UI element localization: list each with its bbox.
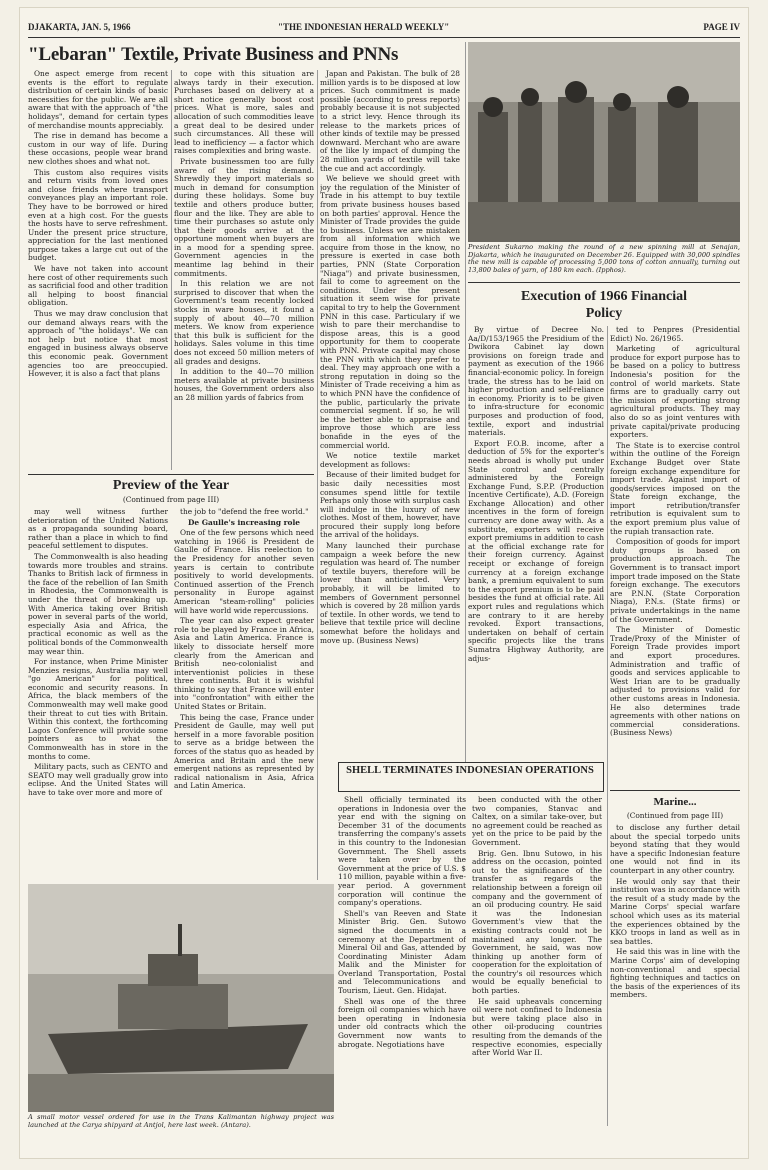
masthead-title: "THE INDONESIAN HERALD WEEKLY" xyxy=(278,22,450,32)
column-separator xyxy=(317,70,318,880)
shell-column-1 xyxy=(338,796,466,1126)
paragraph: For instance, when Prime Minister Menzies resigns, Australia may well "go American" for political, economic and security reasons. In Africa, the black members of the Commonwealth may well make good their threat to cut ties with Britain. Within this context, the forthcoming Lagos Conference will provide some pointers as to what the Commonwealth has in store in the months to come. xyxy=(28,657,168,761)
paragraph: By virtue of Decree No. Aa/D/153/1965 the Presidium of the Dwikora Cabinet lay down provisions on foreign trade and payment as execution of the 1966 financial-economic policy. In foreign trade, the stress has to be laid on higher production and self-reliance in economy. Priority is to be given to infra-structure for economic purposes and production of food, textile, export and industrial materials. xyxy=(468,326,604,438)
paragraph: Because of their limited budget for basic daily necessities most consumes spend little for textile Perhaps only those with surplus cash will indulge in the luxury of new clothes. Most of them, however, have procured their supply long before the arrival of the holidays. xyxy=(320,470,460,540)
financial-headline-line-2: Policy xyxy=(585,306,623,321)
masthead-date: DJAKARTA, JAN. 5, 1966 xyxy=(28,22,131,32)
paragraph: This being the case, France under President de Gaulle, may well put herself in a more favorable position to serve as a bridge between the forces of the status quo as headed by America and Britain and the new emergent nations as represented by radical nationalism in Asia, Africa and Latin America. xyxy=(174,712,314,791)
masthead-page: PAGE IV xyxy=(703,22,740,32)
paragraph: He would only say that their institution was in accordance with the result of a study made by the Marine Corps' special warfare school which uses as its material the experiences obtained by the KKO troops in land as well as in sea battles. xyxy=(610,876,740,946)
ship-caption: A small motor vessel ordered for use in the Trans Kalimantan highway project was launched at the Carya shipyard at Antjol, here last week. (Antara). xyxy=(28,1113,334,1129)
paragraph: The State is to exercise control within the outline of the Foreign Exchange Budget over State foreign exchange expenditure for import trade. Against import of goods/services imposed on the State foreign exchange, the import retribution/transfer retribution is equivalent sum to the export premium plus value of the rupiah transaction rate. xyxy=(610,440,740,536)
paragraph: Shell's van Reeven and State Minister Brig. Gen. Sutowo signed the documents in a ceremony at the Department of Mineral Oil and Gas, attended by Coordinating Minister Adam Malik and the Minister for Overland Transportation, Postal and Telecommunications and Tourism, Lieut. Gen. Hidajat. xyxy=(338,908,466,996)
divider xyxy=(610,790,740,791)
sukarno-photo xyxy=(468,42,740,242)
paragraph: One aspect emerge from recent events is the effort to regulate distribution of certain kinds of basic necessities for the public. We are all aware that with the approach of "the holidays", demand for certain types of merchandise mounts appreciably. xyxy=(28,70,168,130)
paragraph: Military pacts, such as CENTO and SEATO may well gradually grow into eclipse. And the United States will have to take over more and more of xyxy=(28,762,168,797)
paragraph: In addition to the 40—70 million meters available at private business houses, the Government orders also an 28 million yards of fabrics from xyxy=(174,367,314,402)
paragraph: The Minister of Domestic Trade/Proxy of the Minister of Foreign Trade provides import and export procedures. Administration and traffic of goods and services applicable to West Irian are to be gradually adjusted to provisions valid for other customs areas in Indonesia. He also determines trade agreements with other nations on commercial considerations. (Business News) xyxy=(610,625,740,738)
paragraph: the job to "defend the free world." xyxy=(180,508,309,516)
paragraph: Private businessmen too are fully aware of the rising demand. Shrewdly they import materials so much in demand for consumption during these holidays. Some buy textile and others produce butter, flour and the like. They are able to time their purchases so astute only that their goods arrive at the opportune moment when buyers are in a mood for a spending spree. Government agencies in the meantime lag behind in their commitments. xyxy=(174,156,314,278)
paragraph: to cope with this situation are always tardy in their execution. Purchases based on delivery at a short notice generally boost cost prices. What is more, sales and allocation of such commodities leave a great deal to be desired under such circumstances. All these will lead to inefficiency — a factor which raises complexities and bring waste. xyxy=(174,70,314,156)
preview-column-1 xyxy=(28,508,168,880)
financial-column-1 xyxy=(468,326,604,716)
masthead-rule xyxy=(28,37,740,38)
paragraph: Many launched their purchase campaign a week before the new regulation was heard of. The number of textile buyers, therefore will be lower than anticipated. Very probably, it will be limited to members of Government personnel which is covered by 28 million yards of textile. In other words, we tend to believe that textile price will decline somewhat before the holidays and move up. (Business News) xyxy=(320,541,460,645)
shell-headline: SHELL TERMINATES INDONESIAN OPERATIONS xyxy=(346,765,594,776)
paragraph: Thus we may draw conclusion that our demand always rears with the approach of "the holidays". We can not help but notice that most engaged in business always observe this economic peak. Government agencies too are preoccupied. However, it is also a fact that plans xyxy=(28,309,168,379)
marine-headline: Marine... xyxy=(653,796,697,808)
financial-headline-line-1: Execution of 1966 Financial xyxy=(520,289,688,304)
preview-column-2 xyxy=(174,508,314,880)
column-separator xyxy=(607,326,608,1126)
paragraph: In this relation we are not surprised to discover that when the Government's team recently locked stocks in ware houses, it found a supply of about 40—70 million meters. We know from experience that this bulk is sufficient for the holidays. Sales volume in this time does not exceed 50 million meters of all grades and designs. xyxy=(174,279,314,366)
paragraph: Brig. Gen. Ibnu Sutowo, in his address on the occasion, pointed out to the significance of the transfer as regards the relationship between a foreign oil company and the government of an oil producing country. He said it was the Indonesian Government's view that the existing contracts could not be maintained any longer. The Government, he said, was now thinking up another form of cooperation for the exploitation of the country's oil resources which would be equally beneficial to both parties. xyxy=(472,848,602,996)
financial-column-2 xyxy=(610,326,740,786)
preview-continued: (Continued from page III) xyxy=(122,496,220,504)
lebaran-column-2 xyxy=(174,70,314,470)
paragraph: We notice textile market development as follows: xyxy=(320,451,460,469)
paragraph: Japan and Pakistan. The bulk of 28 million yards is to be disposed at low prices. Such commitment is made possible (according to press reports) probably because it is not subjected to a strict levy. Hence through its release to the markets prices of other kinds of textile may be pressed downward. Merchant who are aware of the like ly impact of dumping the 28 million yards of textile will take the cue and act accordingly. xyxy=(320,70,460,173)
motor-vessel-image xyxy=(28,884,334,1112)
paragraph: Export F.O.B. income, after a deduction of 5% for the exporter's needs abroad is wholly put under State control and centrally administered by the Foreign Exchange Fund, S.P.P. (Production Incentive Certificate), A.D. (Foreign Exchange Allocation) and other incentives in the form of foreign currency are done away with. As a substitute, exporters will receive export premiums in addition to cash at the official exchange rate for their foreign currency. Against receipt or exchange of foreign currency at a foreign exchange bank, a premium equivalent to sum to the export premium is to be paid besides the fund at official rate. All export rules and regulations which are contrary to it are hereby revoked. Export transactions, undertaken on behalf of certain specific projects like the trans Sumatra Highway Authority, are adjus- xyxy=(468,438,604,663)
divider xyxy=(28,474,314,475)
lebaran-column-1 xyxy=(28,70,168,470)
lebaran-headline: "Lebaran" Textile, Private Business and PNNs xyxy=(28,44,399,65)
paragraph: been conducted with the other two companies, Stanvac and Caltex, on a similar take-over, but no agreement could be reached as yet on the price to be paid by the Government. xyxy=(472,796,602,847)
marine-continued: (Continued from page III) xyxy=(626,812,724,820)
preview-subhead: De Gaulle's increasing role xyxy=(188,517,300,527)
shell-column-2 xyxy=(472,796,602,1126)
marine-body xyxy=(610,824,740,1124)
ship-photo xyxy=(28,884,334,1112)
paragraph: The year can also expect greater role to be played by France in Africa, Asia and Latin America. France is likely to dissociate herself more clearly from the American and British neo-colonialist and interventionist policies in these three continents. But it is wishful thinking to say that France will enter into "confrontation" with either the United States or Britain. xyxy=(174,616,314,712)
paragraph: He said this was in line with the Marine Corps' aim of developing non-conventional and special fighting techniques and tactics on the basis of the experiences of its members. xyxy=(610,947,740,1000)
paragraph: ted to Penpres (Presidential Edict) No. 26/1965. xyxy=(610,326,740,343)
financial-headline xyxy=(468,288,740,322)
paragraph: Shell officially terminated its operations in Indonesia over the year end with the signing on December 31 of the documents transferring the company's assets in this country to the Indonesian Government. The Shell assets were taken over by the Government at the price of U.S. $ 110 million, payable within a five-year period. A government corporation will continue the company's operations. xyxy=(338,796,466,908)
paragraph: We have not taken into account here cost of other requirements such as sacrificial food and other tradition all helping to boost financial obligation. xyxy=(28,264,168,308)
paragraph: He said upheavals concerning oil were not confined to Indonesia but were taking place also in other oil-producing countries resulting from the demands of the respective economies, especially after World War II. xyxy=(472,996,602,1058)
paragraph: One of the few persons which need watching in 1966 is President de Gaulle of France. His reelection to the Presidency for another seven years is certain to contribute positively to world developments. Continued assertion of the French personality in Europe against American "steam-rolling" policies will have world wide repercussions. xyxy=(174,528,314,615)
paragraph: Marketing of agricultural produce for export purpose has to be based on a policy to buttress Indonesia's position for the control of world markets. State firms are to gradually carry out the mission of exporting strong agricultural products. They may also do so as joint ventures with private capital/private producing exporters. xyxy=(610,344,740,440)
paragraph: We believe we should greet with joy the regulation of the Minister of Trade in his attempt to buy textile from private business houses based on both parties' approval. Hence the Minister of Trade provides the guide to business. Unless we are mistaken from all information which we acquire from those in the know, no pressure is exerted in case both parties, PNN (State Corporation "Niaga") and private businessmen, fail to come to agreement on the conditions. Under the present situation it seem wise for private capital to try to help the Government PNN in this case. Particulary if we wish to pare their merchandise to dispose areas, this is a good opportunity for them to cooperate with PNN. Private capital may chose the PNN with which they prefer to deal. They may approach one with a strong reputation in doing so the Minister of Trade receiving a him as to which PNN have the confidence of the public, particularly the private commercial segment. If so, he will be the better able to appraise and improve those which are less bonafide in the eyes of the commercial world. xyxy=(320,174,460,450)
masthead xyxy=(28,22,740,36)
paragraph: This custom also requires visits and return visits from loved ones and close friends where transport conveyances play an important role. They have to be borrowed or hired even at a high cost. For the guests the hosts have to serve refreshment. Under the present price structure, appreciation for the last mentioned purpose takes a large cut out of the budget. xyxy=(28,167,168,263)
column-separator xyxy=(171,70,172,470)
paragraph: Shell was one of the three foreign oil companies which have been operating in Indonesia under old contracts which the Government now wants to abrogate. Negotiations have xyxy=(338,996,466,1049)
divider xyxy=(468,282,740,283)
paragraph: The rise in demand has become a custom in our way of life. During these occasions, people wear brand new clothes shoes and what not. xyxy=(28,131,168,166)
preview-headline: Preview of the Year xyxy=(112,478,230,493)
paragraph: The Commonwealth is also heading towards more troubles and strains. Thanks to British lack of firmness in the face of the rebellion of Ian Smith in Rhodesia, the Commonwealth is under the threat of breaking up. With America taking over British power in several parts of the world, especially Asia and Africa, the practical economic as well as the political bonds of the Commonwealth may wear thin. xyxy=(28,551,168,656)
paragraph: Composition of goods for import duty groups is based on production approach. The Government is to transact import import trade imposed on the State foreign exchange. The executors are P.N.N. (State Corporation Niaga), P.N.s. (State firms) or private undertakings in the name of the Government. xyxy=(610,537,740,624)
sukarno-caption: President Sukarno making the round of a new spinning mill at Senajan, Djakarta, which he inaugurated on December 26. Equipped with 30,000 spindles the new mill is capable of processing 5,000 tons of cotton annually, turning out 13,800 bales of yarn, of 180 km each. (Ipphos). xyxy=(468,243,740,274)
paragraph: to disclose any further detail about the special torpedo units beyond stating that they would have a specific Indonesian feature one would not find in its counterpart in any other country. xyxy=(610,824,740,875)
paragraph: may well witness further deterioration of the United Nations as a propaganda sounding board, rather than a place in which to find peaceful settlement to disputes. xyxy=(28,508,168,551)
spinning-mill-image xyxy=(468,42,740,242)
column-separator xyxy=(465,42,466,762)
lebaran-column-3 xyxy=(320,70,460,710)
